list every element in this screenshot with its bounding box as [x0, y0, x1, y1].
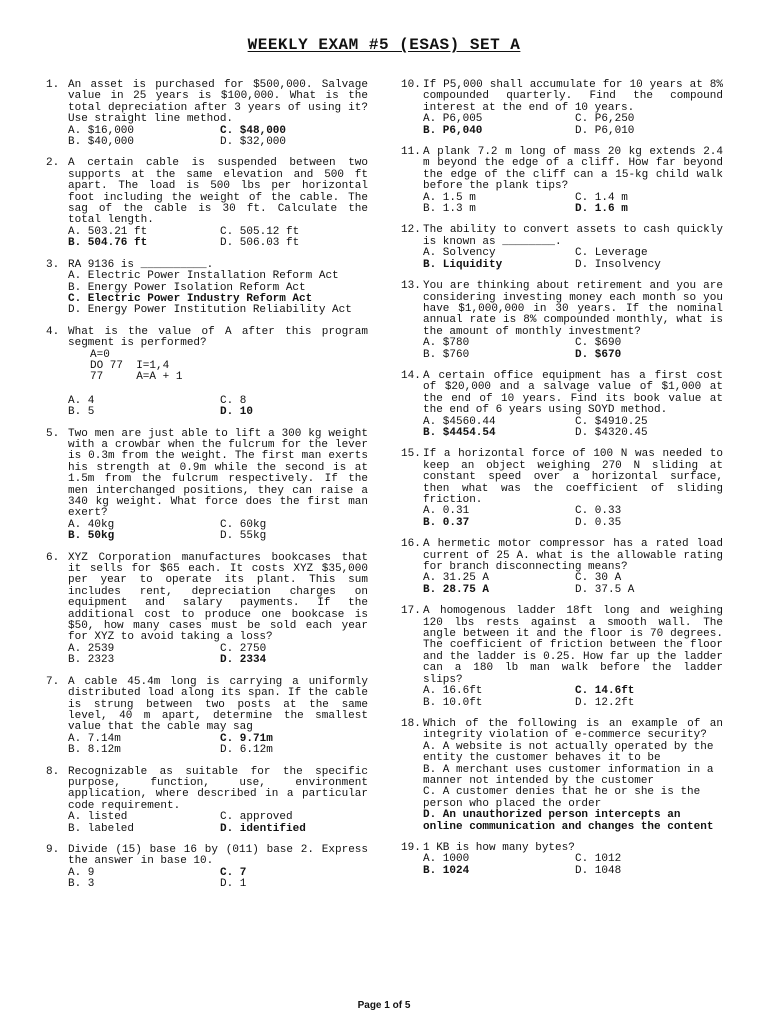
correct-answer-choice: C. Electric Power Industry Reform Act	[68, 292, 313, 305]
question-item	[401, 606, 723, 709]
question-number: 19.	[401, 841, 421, 854]
answer-choice: B. Energy Power Isolation Reform Act	[68, 281, 306, 294]
answer-choice: C. A customer denies that he or she is the person who placed the order	[423, 786, 701, 810]
correct-answer-choice: C. 7	[220, 866, 247, 879]
question-number: 8.	[46, 765, 60, 778]
answer-choice: D. Energy Power Institution Reliability Act	[68, 304, 352, 317]
answer-choice: A. 1.5 m	[423, 191, 476, 204]
code-segment: A=0 DO 77 I=1,4 77 A=A + 1	[90, 348, 183, 384]
answer-choices	[46, 396, 368, 419]
question-text: A plank 7.2 m long of mass 20 kg extends 2.4 m beyond the edge of a cliff. How far beyond the edge of the cliff can a 15-kg child walk before the plank tips?	[423, 146, 723, 193]
answer-choice: A. $780	[423, 337, 470, 350]
answer-choice: D. P6,010	[575, 124, 635, 137]
correct-answer-choice: C. $48,000	[220, 124, 287, 137]
answer-choice: C. 0.33	[575, 505, 622, 518]
answer-choice: A. P6,005	[423, 113, 483, 126]
question-item	[401, 539, 723, 596]
answer-choice: B. 10.0ft	[423, 696, 483, 709]
question-text: What is the value of A after this program segment is performed?	[68, 325, 368, 350]
question-text: If a horizontal force of 100 N was needed to keep an object weighing 270 N sliding at constant speed over a horizontal surface, then what was the coefficient of sliding friction.	[423, 448, 723, 506]
question-item	[401, 80, 723, 137]
question-text: XYZ Corporation manufactures bookcases that it sells for $65 each. It costs XYZ $35,000 per year to operate its plant. This sum includes rent, depreciation charges on equipment and salary payments. If the additional cost to produce one bookcase is $50, how many cases must be sold each year for XYZ to avoid taking a loss?	[68, 551, 368, 644]
answer-choice: C. 60kg	[220, 518, 267, 531]
answer-choice: A. 16.6ft	[423, 685, 483, 698]
answer-choice: A. $4560.44	[423, 415, 496, 428]
answer-choice: B. 8.12m	[68, 744, 121, 757]
answer-choice: D. 0.35	[575, 516, 622, 529]
correct-answer-choice: B. $4454.54	[423, 426, 496, 439]
answer-choice: C. 8	[220, 394, 247, 407]
question-text: If P5,000 shall accumulate for 10 years at 8% compounded quarterly. Find the compound interest at the end of 10 years.	[423, 79, 723, 114]
question-text: A hermetic motor compressor has a rated load current of 25 A. what is the allowable rating for branch disconnecting means?	[423, 538, 723, 574]
question-item	[401, 371, 723, 439]
right-question-column	[401, 80, 723, 887]
question-text: An asset is purchased for $500,000. Salvage value in 25 years is $100,000. What is the total depreciation after 3 years of using it? Use straight line method.	[68, 79, 368, 126]
question-number: 10.	[401, 79, 421, 91]
correct-answer-choice: B. 504.76 ft	[68, 237, 148, 250]
correct-answer-choice: C. 14.6ft	[575, 685, 635, 698]
question-number: 2.	[46, 157, 60, 170]
answer-choice: C. P6,250	[575, 113, 635, 126]
answer-choice: C. 30 A	[575, 572, 622, 585]
question-item	[46, 429, 368, 543]
question-text: RA 9136 is __________.	[68, 258, 214, 271]
answer-choice: A. 4	[68, 394, 95, 407]
question-item	[46, 767, 368, 835]
question-number: 9.	[46, 843, 60, 856]
answer-choice: B. 1.3 m	[423, 203, 476, 216]
question-text: You are thinking about retirement and you are considering investing money each month so you have $1,000,000 in 30 years. If the nominal annual rate is 8% compounded monthly, what is the amount of monthly investment?	[423, 280, 723, 338]
answer-choice: A. 40kg	[68, 518, 115, 531]
answer-choice: D. 506.03 ft	[220, 237, 300, 250]
correct-answer-choice: C. 9.71m	[220, 732, 273, 745]
question-text: Which of the following is an example of an integrity violation of e-commerce security?	[423, 717, 723, 742]
correct-answer-choice: B. P6,040	[423, 124, 483, 137]
answer-choices	[401, 193, 723, 216]
answer-choice: B. $40,000	[68, 136, 135, 149]
left-question-column	[46, 80, 368, 901]
answer-choice: A. 2539	[68, 642, 115, 655]
answer-choice: A. A website is not actually operated by the entity the customer behaves it to be	[423, 740, 714, 765]
question-item	[46, 80, 368, 148]
answer-choice: A. Electric Power Installation Reform Act	[68, 270, 339, 283]
question-item	[46, 845, 368, 891]
correct-answer-choice: D. identified	[220, 822, 306, 835]
answer-choices	[46, 271, 368, 317]
correct-answer-choice: B. 50kg	[68, 530, 115, 543]
question-number: 14.	[401, 369, 421, 382]
answer-choice: A. 1000	[423, 853, 470, 866]
answer-choice: A. $16,000	[68, 124, 135, 137]
question-number: 11.	[401, 146, 421, 159]
answer-choices	[46, 520, 368, 543]
question-number: 5.	[46, 427, 60, 440]
answer-choice: A. 503.21 ft	[68, 225, 148, 238]
answer-choice: B. labeled	[68, 822, 135, 835]
answer-choice: A. 7.14m	[68, 732, 121, 745]
question-item	[46, 260, 368, 317]
exam-title: WEEKLY EXAM #5 (ESAS) SET A	[247, 36, 521, 54]
answer-choice: C. 1.4 m	[575, 191, 628, 204]
answer-choice: A. 0.31	[423, 505, 470, 518]
answer-choice: A. Solvency	[423, 247, 496, 260]
answer-choices	[401, 854, 723, 877]
question-item	[401, 449, 723, 529]
answer-choice: C. approved	[220, 811, 293, 824]
question-text: The ability to convert assets to cash quickly is known as ________.	[423, 224, 723, 248]
question-item	[46, 553, 368, 667]
question-item	[401, 719, 723, 833]
answer-choice: C. 505.12 ft	[220, 225, 300, 238]
answer-choice: B. A merchant uses customer information in a manner not intended by the customer	[423, 763, 714, 787]
answer-choices	[46, 734, 368, 757]
question-text: 1 KB is how many bytes?	[423, 841, 575, 854]
answer-choice: D. 1048	[575, 864, 622, 877]
answer-choices	[46, 812, 368, 835]
answer-choices	[401, 248, 723, 271]
question-text: A cable 45.4m long is carrying a uniformly distributed load along its span. If the cable is strung between two posts at the same level, 40 m apart, determine the smallest value that the cable may sag	[68, 675, 368, 734]
answer-choices	[46, 227, 368, 250]
answer-choice: B. 3	[68, 878, 95, 891]
answer-choice: C. Leverage	[575, 247, 648, 260]
answer-choices	[401, 742, 723, 833]
question-text: A certain office equipment has a first cost of $20,000 and a salvage value of $1,000 at the end of 10 years. Find its book value at the end of 6 years using SOYD method.	[423, 369, 723, 417]
question-item	[46, 327, 368, 419]
answer-choices	[401, 338, 723, 361]
answer-choice: B. 2323	[68, 654, 115, 667]
question-text: Two men are just able to lift a 300 kg weight with a crowbar when the fulcrum for the lever is 0.3m from the weight. The first man exerts his strength at 0.9m while the second is at 1.5m from the fulcrum respectively. If the men interchanged positions, they can raise a 340 kg weight. What force does the first man exert?	[68, 427, 368, 520]
correct-answer-choice: D. 10	[220, 406, 254, 419]
question-number: 6.	[46, 551, 60, 564]
question-number: 17.	[401, 605, 421, 618]
answer-choices	[46, 126, 368, 149]
question-item	[401, 281, 723, 361]
question-text: Divide (15) base 16 by (011) base 2. Express the answer in base 10.	[68, 843, 368, 868]
question-number: 18.	[401, 717, 421, 730]
answer-choices	[46, 868, 368, 891]
answer-choices	[401, 573, 723, 596]
answer-choice: D. 6.12m	[220, 744, 273, 757]
question-number: 16.	[401, 538, 421, 551]
answer-choice: D. $32,000	[220, 136, 287, 149]
answer-choice: D. 1	[220, 878, 247, 891]
answer-choice: A. 9	[68, 866, 95, 879]
question-text: A certain cable is suspended between two supports at the same elevation and 500 ft apart. The load is 500 lbs per horizontal foot including the weight of the cable. The sag of the cable is 30 ft. Calculate the total length.	[68, 157, 368, 227]
question-item	[401, 147, 723, 215]
question-item	[401, 225, 723, 271]
answer-choice: B. $760	[423, 348, 470, 361]
answer-choice: D. 12.2ft	[575, 696, 635, 709]
question-number: 15.	[401, 448, 421, 461]
question-number: 7.	[46, 675, 60, 688]
question-number: 3.	[46, 258, 60, 271]
question-number: 1.	[46, 79, 60, 91]
question-item	[401, 843, 723, 877]
question-text: Recognizable as suitable for the specific purpose, function, use, environment application, where described in a particular code requirement.	[68, 765, 368, 812]
answer-choice: C. $690	[575, 337, 622, 350]
answer-choice: C. $4910.25	[575, 415, 648, 428]
question-number: 4.	[46, 325, 60, 338]
answer-choice: D. Insolvency	[575, 258, 661, 271]
answer-choice: D. $4320.45	[575, 426, 648, 439]
answer-choices	[401, 686, 723, 709]
answer-choices	[46, 644, 368, 667]
answer-choices	[401, 417, 723, 440]
correct-answer-choice: D. $670	[575, 348, 622, 361]
question-number: 13.	[401, 280, 421, 293]
question-number: 12.	[401, 224, 421, 237]
answer-choice: A. 31.25 A	[423, 572, 490, 585]
correct-answer-choice: D. 2334	[220, 654, 267, 667]
answer-choice: D. 37.5 A	[575, 583, 635, 596]
correct-answer-choice: D. An unauthorized person intercepts an online communication and changes the content	[423, 809, 714, 833]
correct-answer-choice: B. Liquidity	[423, 258, 503, 271]
question-text: A homogenous ladder 18ft long and weighing 120 lbs rests against a smooth wall. The angle between it and the floor is 70 degrees. The coefficient of friction between the floor and the ladder is 0.25. How far up the ladder can a 180 lb man walk before the ladder slips?	[423, 605, 723, 686]
answer-choice: B. 5	[68, 406, 95, 419]
correct-answer-choice: B. 0.37	[423, 516, 470, 529]
page-number: Page 1 of 5	[357, 1000, 411, 1011]
correct-answer-choice: B. 1024	[423, 864, 470, 877]
answer-choice: A. listed	[68, 811, 128, 824]
answer-choice: D. 55kg	[220, 530, 267, 543]
answer-choices	[401, 114, 723, 137]
correct-answer-choice: D. 1.6 m	[575, 203, 628, 216]
answer-choices	[401, 506, 723, 529]
question-item	[46, 677, 368, 757]
answer-choice: C. 1012	[575, 853, 622, 866]
answer-choice: C. 2750	[220, 642, 267, 655]
correct-answer-choice: B. 28.75 A	[423, 583, 490, 596]
question-item	[46, 158, 368, 249]
